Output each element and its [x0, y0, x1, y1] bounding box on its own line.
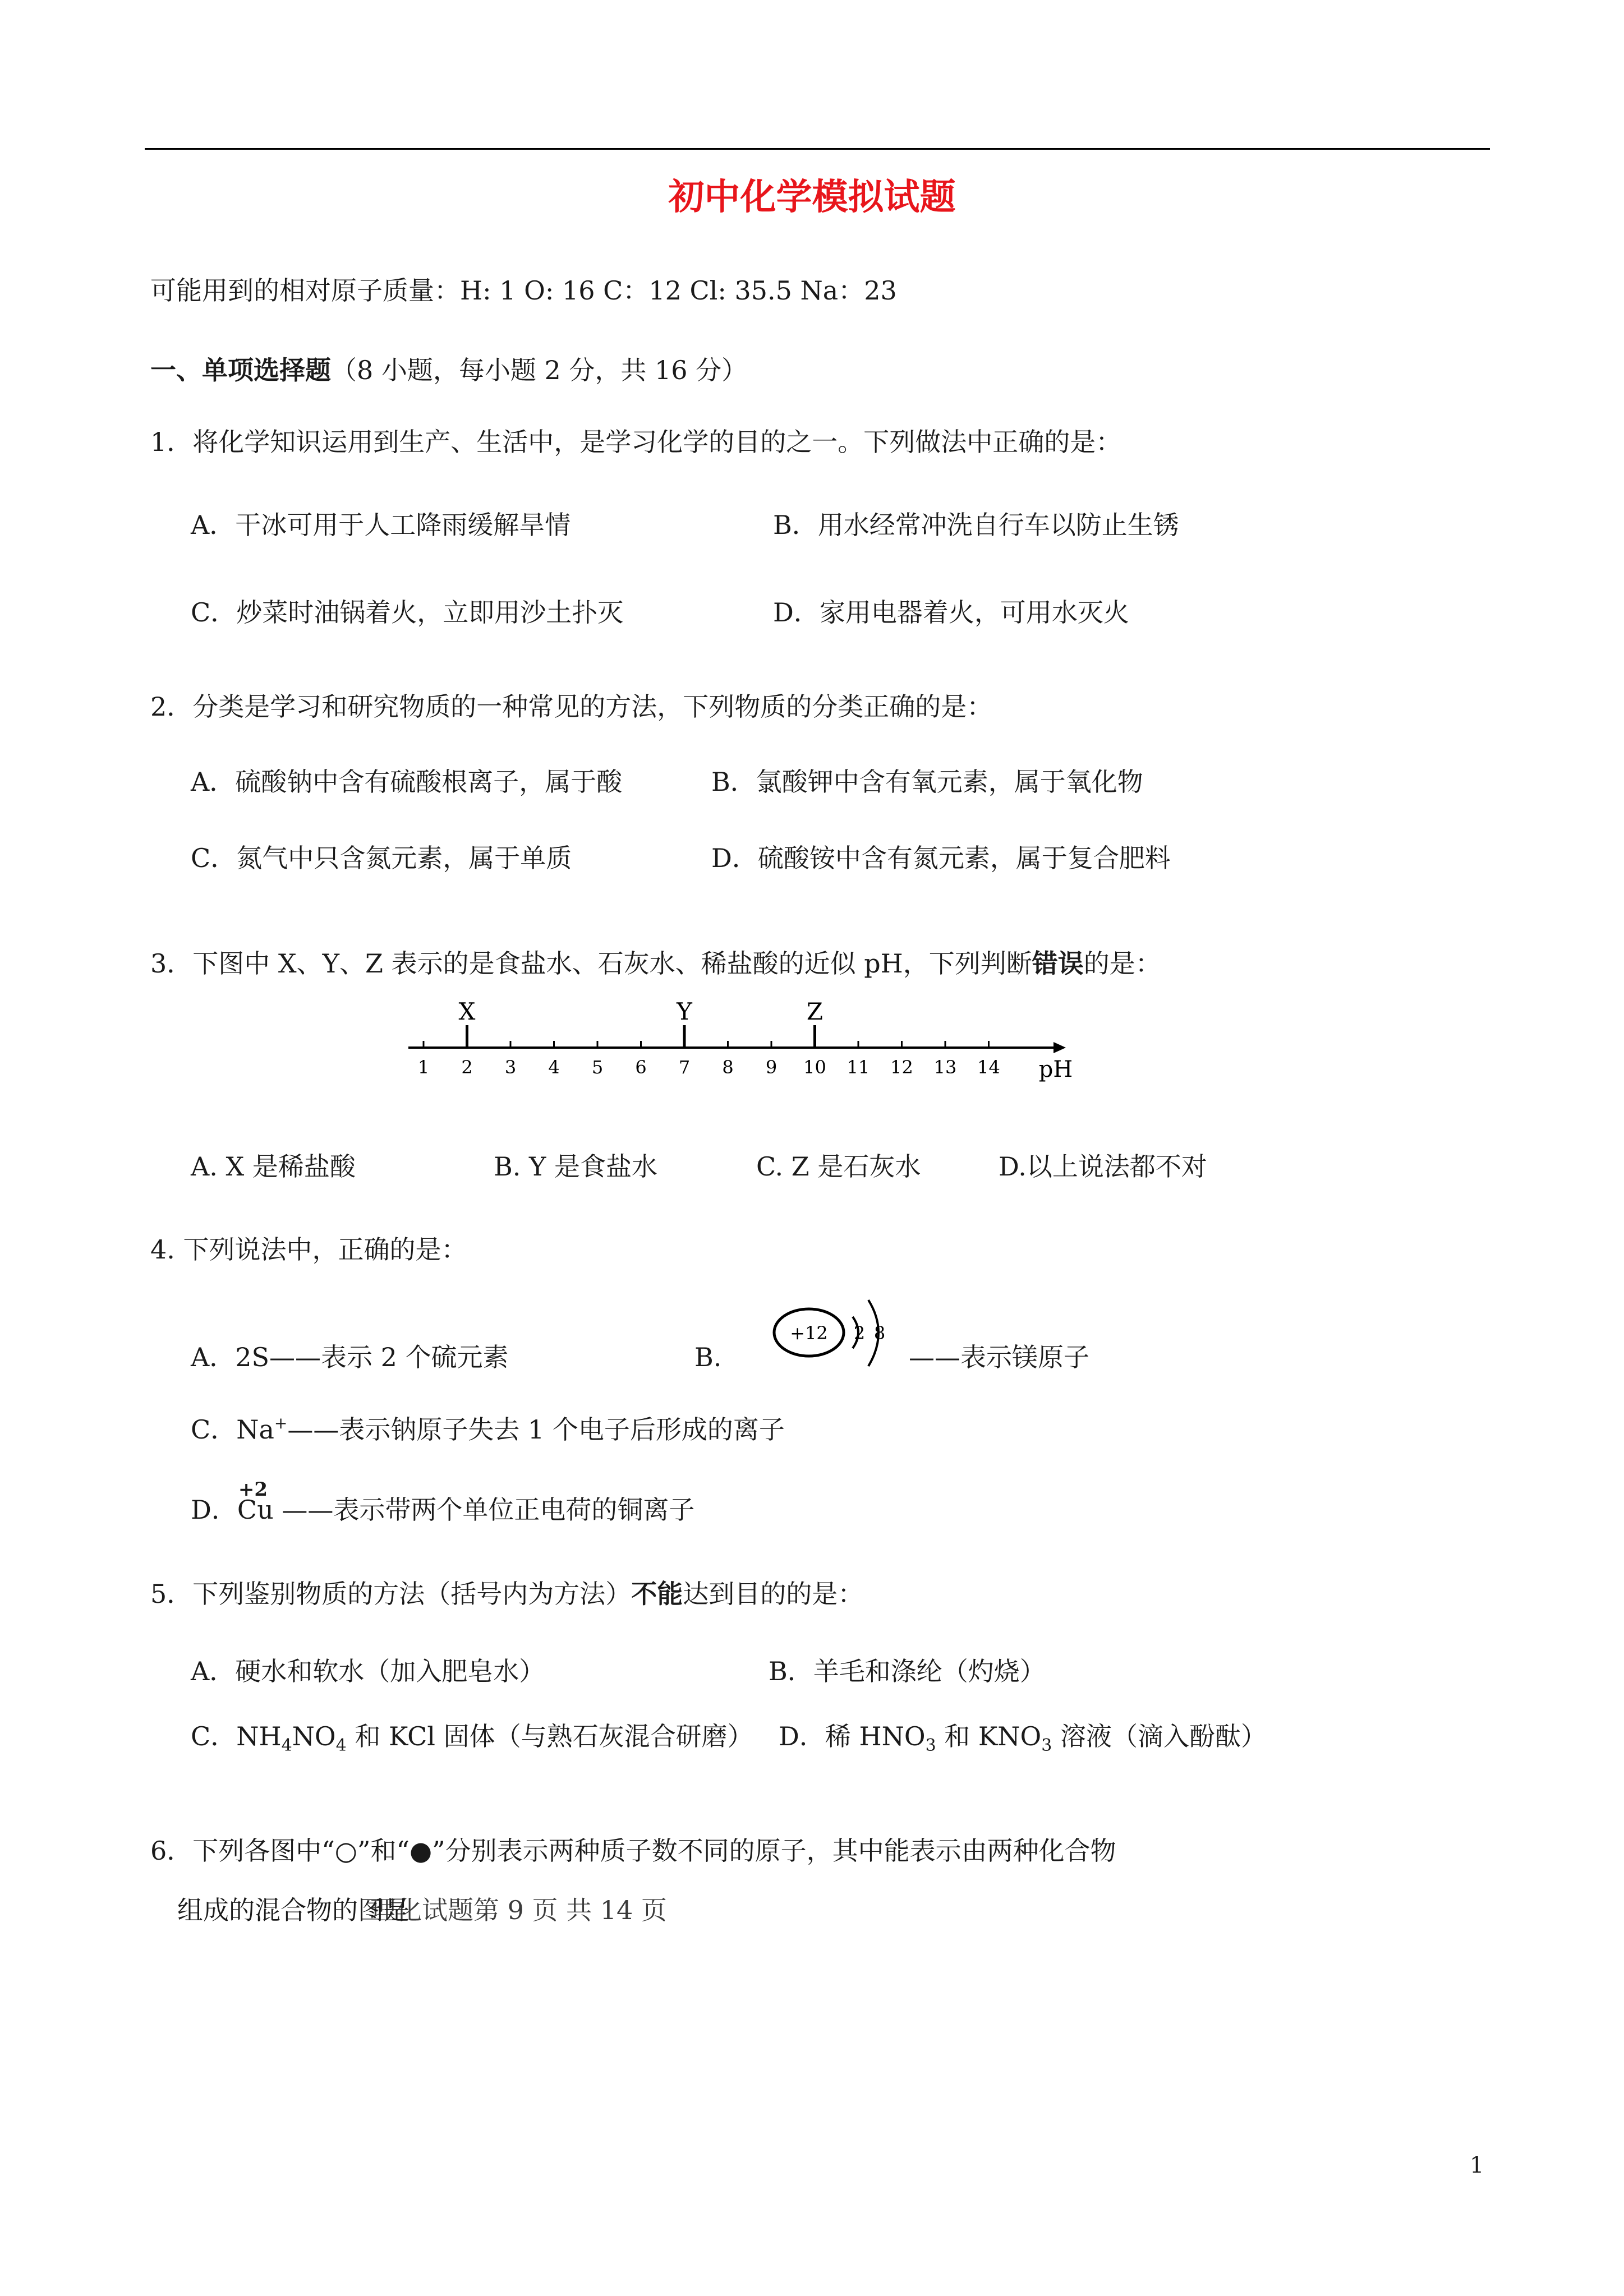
- q3-stem-post: 的是：: [1083, 948, 1161, 979]
- q6-stem-line2: 组成的混合物的图是: [177, 1895, 410, 1925]
- ph-tick-label-10: 10: [803, 1057, 826, 1078]
- nucleus-charge: +12: [790, 1322, 828, 1344]
- ph-tick-label-6: 6: [635, 1057, 647, 1078]
- q1-option-a: A．干冰可用于人工降雨缓解旱情: [191, 510, 571, 540]
- ph-tick-label-12: 12: [890, 1057, 913, 1078]
- section-heading: [150, 354, 747, 386]
- q4-option-b-letter: B.: [694, 1342, 722, 1372]
- ph-tick-label-13: 13: [933, 1057, 957, 1078]
- q5-c-1: C．NH: [191, 1721, 282, 1751]
- ph-tick-label-8: 8: [722, 1057, 734, 1078]
- q3-stem-emphasis: 错误: [1032, 948, 1084, 979]
- ph-marker-label-y: Y: [677, 998, 692, 1025]
- ph-marker-label-z: Z: [806, 998, 823, 1025]
- q3-option-b: B. Y 是食盐水: [494, 1151, 658, 1182]
- q5-stem-emphasis: 不能: [631, 1579, 683, 1609]
- ph-axis-label: pH: [1038, 1057, 1073, 1082]
- q4-d-letter: D．: [191, 1495, 237, 1525]
- q5-stem-post: 达到目的的是：: [683, 1579, 864, 1609]
- ph-axis-arrow: [1053, 1042, 1066, 1053]
- q3-option-c: C. Z 是石灰水: [756, 1151, 921, 1182]
- q4-c-symbol: C．Na: [191, 1414, 274, 1445]
- shell-2-electrons: 8: [873, 1322, 886, 1344]
- q5-option-d: [779, 1721, 1267, 1762]
- top-rule: [145, 148, 1490, 150]
- q4-option-c: [191, 1408, 785, 1445]
- q2-option-b: B．氯酸钾中含有氧元素，属于氧化物: [711, 767, 1143, 797]
- q6-stem: 6．下列各图中“○”和“●”分别表示两种质子数不同的原子，其中能表示由两种化合物: [150, 1836, 1116, 1866]
- ph-tick-label-14: 14: [977, 1057, 1000, 1078]
- page-title: 初中化学模拟试题: [668, 177, 956, 218]
- ph-marker-label-x: X: [458, 998, 476, 1025]
- ph-tick-label-1: 1: [417, 1057, 430, 1078]
- q3-stem: [150, 948, 1161, 979]
- shell-1-electrons: 2: [853, 1322, 866, 1344]
- q5-d-sub2: 3: [1041, 1736, 1052, 1755]
- q4-c-text: ——表示钠原子失去 1 个电子后形成的离子: [287, 1414, 785, 1445]
- q5-d-3: 溶液（滴入酚酞）: [1052, 1721, 1267, 1751]
- q4-stem: 4. 下列说法中，正确的是：: [150, 1234, 467, 1265]
- atomic-masses: 可能用到的相对原子质量：H: 1 O: 16 C：12 Cl: 35.5 Na：23: [150, 275, 897, 306]
- q5-d-2: 和 KNO: [936, 1721, 1042, 1751]
- q4-option-a: A．2S——表示 2 个硫元素: [191, 1342, 509, 1372]
- magnesium-atom-structure: [769, 1290, 903, 1385]
- ph-tick-label-2: 2: [461, 1057, 473, 1078]
- ph-tick-label-3: 3: [504, 1057, 517, 1078]
- q4-d-valence: +2: [238, 1478, 268, 1501]
- ph-tick-label-11: 11: [846, 1057, 870, 1078]
- q2-option-c: C．氮气中只含氮元素，属于单质: [191, 843, 572, 873]
- overlapping-footer: 理化试题第 9 页 共 14 页: [370, 1895, 667, 1925]
- section-note: （8 小题，每小题 2 分，共 16 分）: [331, 355, 748, 385]
- q2-option-a: A．硫酸钠中含有硫酸根离子，属于酸: [191, 767, 623, 797]
- q4-d-formula: [237, 1478, 274, 1525]
- q5-c-sub1: 4: [281, 1736, 292, 1755]
- q3-option-d: D.以上说法都不对: [999, 1151, 1207, 1182]
- q1-option-b: B．用水经常冲洗自行车以防止生锈: [773, 510, 1179, 540]
- ph-tick-label-4: 4: [548, 1057, 560, 1078]
- ph-scale-diagram: [393, 993, 1088, 1082]
- q1-stem: 1．将化学知识运用到生产、生活中，是学习化学的目的之一。下列做法中正确的是：: [150, 427, 1122, 457]
- q2-stem: 2．分类是学习和研究物质的一种常见的方法，下列物质的分类正确的是：: [150, 691, 993, 722]
- section-title: 一、单项选择题: [150, 355, 331, 385]
- page-number: 1: [1470, 2152, 1484, 2178]
- ph-tick-label-9: 9: [765, 1057, 778, 1078]
- q5-option-c: [191, 1721, 753, 1762]
- q4-c-charge: +: [274, 1414, 288, 1432]
- q5-stem: [150, 1578, 863, 1610]
- q4-option-b-text: ——表示镁原子: [909, 1342, 1089, 1372]
- q5-d-1: D．稀 HNO: [779, 1721, 926, 1751]
- q5-c-sub2: 4: [335, 1736, 347, 1755]
- q5-option-b: B．羊毛和涤纶（灼烧）: [769, 1656, 1046, 1686]
- q5-option-a: A．硬水和软水（加入肥皂水）: [191, 1656, 545, 1686]
- q5-d-sub1: 3: [925, 1736, 936, 1755]
- q3-option-a: A. X 是稀盐酸: [191, 1151, 356, 1182]
- q5-stem-pre: 5．下列鉴别物质的方法（括号内为方法）: [150, 1579, 632, 1609]
- q5-c-2: NO: [292, 1721, 336, 1751]
- q2-option-d: D．硫酸铵中含有氮元素，属于复合肥料: [711, 843, 1171, 873]
- q1-option-d: D．家用电器着火，可用水灭火: [773, 597, 1129, 628]
- ph-tick-label-5: 5: [591, 1057, 604, 1078]
- q1-option-c: C．炒菜时油锅着火，立即用沙土扑灭: [191, 597, 624, 628]
- q5-c-3: 和 KCl 固体（与熟石灰混合研磨）: [346, 1721, 753, 1751]
- q3-stem-pre: 3．下图中 X、Y、Z 表示的是食盐水、石灰水、稀盐酸的近似 pH，下列判断: [150, 948, 1032, 979]
- ph-tick-label-7: 7: [678, 1057, 691, 1078]
- q4-d-symbol: Cu: [237, 1495, 274, 1525]
- q4-option-d: [191, 1478, 695, 1525]
- q4-d-text: ——表示带两个单位正电荷的铜离子: [282, 1495, 695, 1525]
